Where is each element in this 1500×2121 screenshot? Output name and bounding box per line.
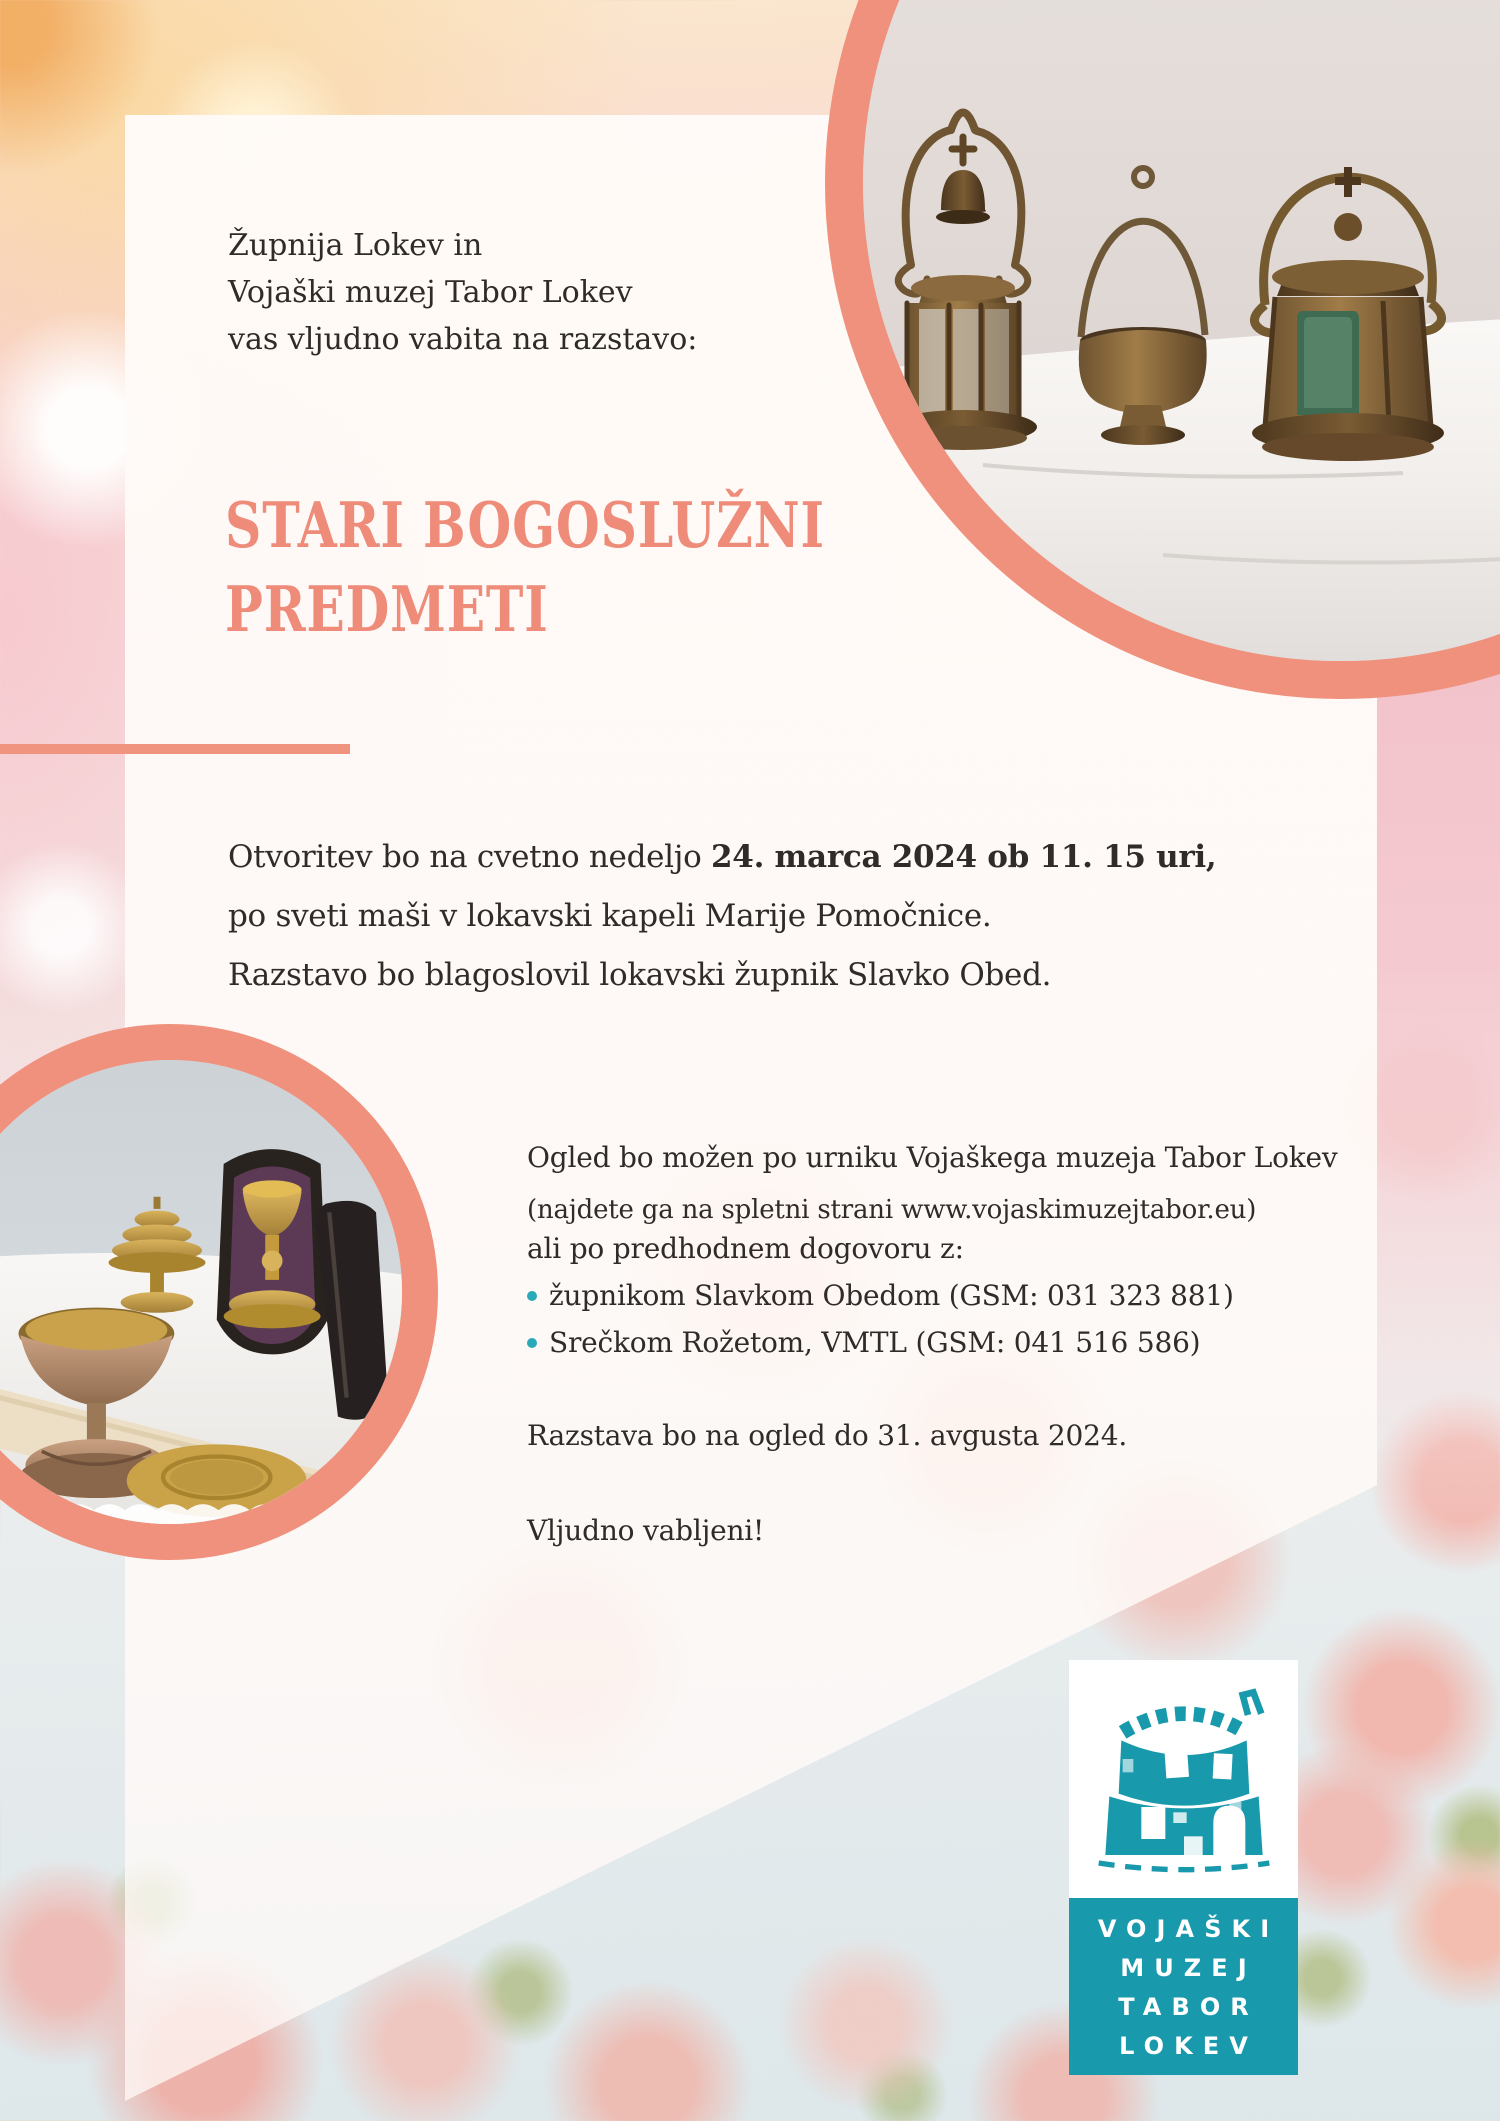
intro-line-1: Župnija Lokev in (228, 228, 483, 263)
contact-bullet-1-text: župnikom Slavkom Obedom (GSM: 031 323 881) (549, 1279, 1234, 1312)
bullet-dot-icon (527, 1291, 537, 1301)
cased-chalice (217, 1149, 328, 1354)
closing-line: Vljudno vabljeni! (527, 1514, 765, 1547)
opening-paragraph (228, 828, 1216, 1005)
logo-line-1: VOJAŠKI (1097, 1914, 1280, 1943)
logo-line-2: MUZEJ (1120, 1953, 1257, 1982)
opening-line-1-regular: Otvoritev bo na cvetno nedeljo (228, 839, 712, 875)
divider-bar (0, 744, 350, 754)
logo-line-4: LOKEV (1119, 2031, 1258, 2060)
museum-logo (1069, 1660, 1298, 2075)
photo-chalice-illustration (0, 1060, 402, 1524)
opening-date-bold: 24. marca 2024 ob 11. 15 uri, (711, 839, 1217, 875)
opening-line-3: Razstavo bo blagoslovil lokavski župnik Slavko Obed. (228, 957, 1052, 993)
exhibition-title-line-1: STARI BOGOSLUŽNI (225, 488, 825, 562)
logo-tower-box (1069, 1660, 1298, 1898)
intro-line-3: vas vljudno vabita na razstavo: (228, 322, 698, 357)
contact-bullet-2-text: Srečkom Rožetom, VMTL (GSM: 041 516 586) (549, 1326, 1201, 1359)
opening-line-1 (228, 828, 1216, 887)
gold-paten (127, 1444, 307, 1517)
contact-bullet-2 (527, 1324, 1200, 1362)
logo-line-3: TABOR (1118, 1992, 1259, 2021)
logo-text-box (1069, 1898, 1298, 2075)
intro-text (228, 222, 697, 363)
contact-bullet-1 (527, 1277, 1234, 1315)
info-line-1: Ogled bo možen po urniku Vojaškega muzeja Tabor Lokev (527, 1141, 1338, 1174)
duration-line: Razstava bo na ogled do 31. avgusta 2024. (527, 1419, 1128, 1452)
exhibition-title-line-2: PREDMETI (225, 572, 549, 646)
info-line-3: ali po predhodnem dogovoru z: (527, 1232, 964, 1265)
bullet-dot-icon (527, 1338, 537, 1348)
right-pink-band (1377, 560, 1500, 1570)
intro-line-2: Vojaški muzej Tabor Lokev (228, 275, 633, 310)
info-line-website: (najdete ga na spletni strani www.vojaskimuzejtabor.eu) (527, 1195, 1257, 1225)
opening-line-2: po sveti maši v lokavski kapeli Marije Pomočnice. (228, 898, 992, 934)
tower-icon (1089, 1679, 1279, 1879)
